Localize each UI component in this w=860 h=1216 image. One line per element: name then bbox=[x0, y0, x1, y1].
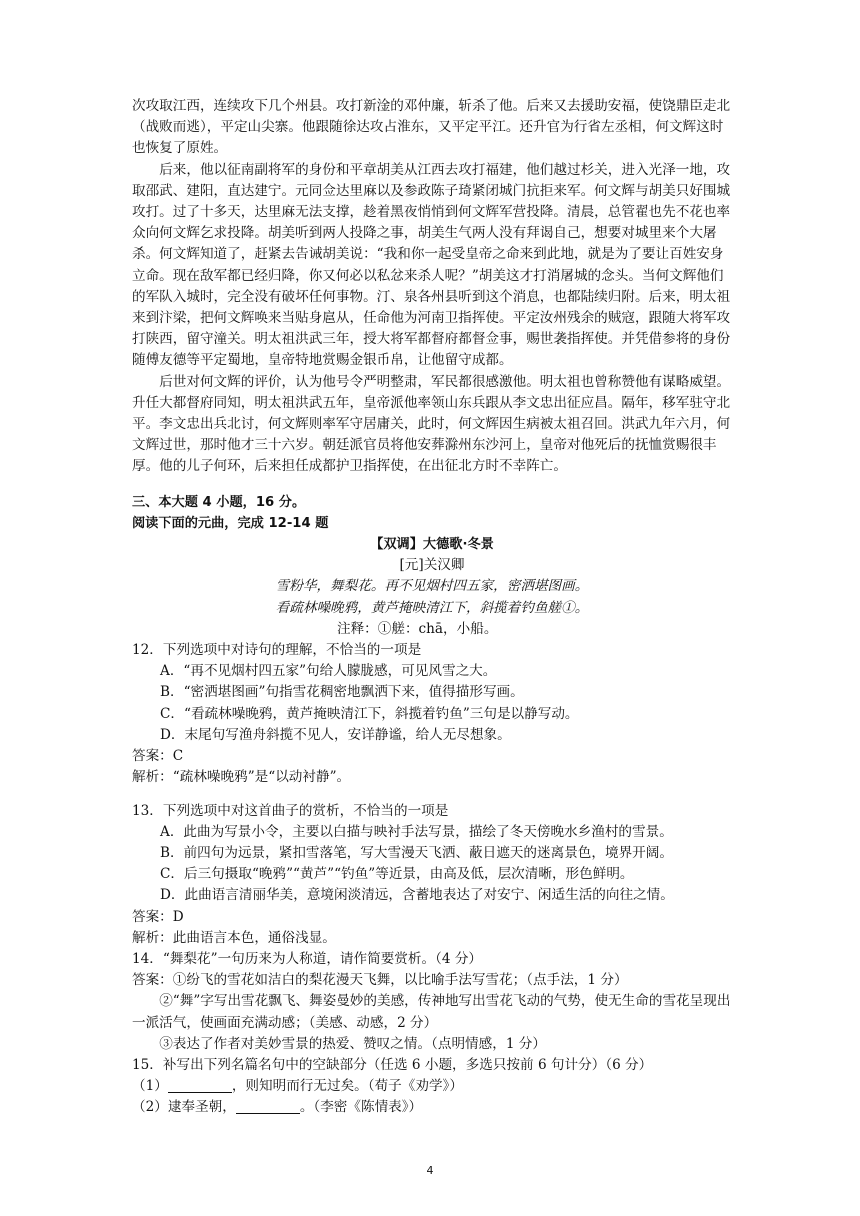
question-12-option-d: D．末尾句写渔舟斜揽不见人，安详静谧，给人无尽想象。 bbox=[160, 726, 511, 743]
question-13-answer: 答案：D bbox=[132, 908, 184, 925]
question-12-stem: 12．下列选项中对诗句的理解，不恰当的一项是 bbox=[132, 642, 422, 659]
question-13-option-b: B．前四句为远景，紧扣雪落笔，写大雪漫天飞洒、蔽日遮天的迷离景色，境界开阔。 bbox=[160, 844, 673, 861]
poem-note: 注释：①艖：chā，小船。 bbox=[337, 620, 498, 637]
question-13-analysis: 解析：此曲语言本色，通俗浅显。 bbox=[132, 929, 336, 946]
question-13-stem: 13．下列选项中对这首曲子的赏析，不恰当的一项是 bbox=[132, 802, 449, 819]
poem-line-1: 雪粉华，舞梨花。再不见烟村四五家，密洒堪图画。 bbox=[275, 578, 589, 595]
item-2-suffix: 。（李密《陈情表》） bbox=[299, 1099, 423, 1116]
section-heading: 三、本大题 4 小题，16 分。 bbox=[132, 494, 306, 510]
question-13-option-d: D．此曲语言清丽华美，意境闲淡清远，含蓄地表达了对安宁、闲适生活的向往之情。 bbox=[160, 887, 674, 904]
question-14-answer-3: ③表达了作者对美妙雪景的热爱、赞叹之情。（点明情感，1 分） bbox=[159, 1035, 546, 1052]
page-content bbox=[132, 96, 732, 1119]
question-12-option-b: B．“密洒堪图画”句指雪花稠密地飘洒下来，值得描形写画。 bbox=[160, 684, 524, 701]
passage-paragraph-2: 后来，他以征南副将军的身份和平章胡美从江西去攻打福建，他们越过杉关，进入光泽一地，攻取邵武、建阳，直达建宁。元同佥达里麻以及参政陈子琦紧闭城门抗拒来军。何文辉与胡美只好围城攻打。过了十多天，达里麻无法支撑，趁着黑夜悄悄到何文辉军营投降。清晨，总管翟也先不花也率众向何文辉乞求投降。胡美听到两人投降之事，胡美生气两人没有拜谒自己，想要对城里来个大屠杀。何文辉知道了，赶紧去告诫胡美说：“我和你一起受皇帝之命来到此地，就是为了要让百姓安身立命。现在敌军都已经归降，你又何必以私忿来杀人呢？”胡美这才打消屠城的念头。当何文辉他们的军队入城时，完全没有破坏任何事物。汀、泉各州县听到这个消息，也都陆续归附。后来，明太祖来到汴梁，把何文辉唤来当贴身扈从，任命他为河南卫指挥使。平定汝州残余的贼寇，跟随大将军攻打陕西，留守潼关。明太祖洪武三年，授大将军都督府都督佥事，赐世袭指挥使。并凭借参将的身份随傅友德等平定蜀地，皇帝特地赏赐金银币帛，让他留守成都。 bbox=[132, 161, 731, 369]
question-14-stem: 14．“舞梨花”一句历来为人称道，请作简要赏析。（4 分） bbox=[132, 950, 483, 967]
question-15-stem: 15．补写出下列名篇名句中的空缺部分（任选 6 小题，多选只按前 6 句计分）（6 分） bbox=[132, 1056, 653, 1073]
fill-blank-2 bbox=[236, 1099, 300, 1114]
question-12-option-c: C．“看疏林噪晚鸦，黄芦掩映清江下，斜揽着钓鱼”三句是以静写动。 bbox=[160, 705, 579, 722]
passage-paragraph-1: 次攻取江西，连续攻下几个州县。攻打新淦的邓仲廉，斩杀了他。后来又去援助安福，使饶鼎臣走北（战败而逃），平定山尖寨。他跟随徐达攻占淮东，又平定平江。还升官为行省左丞相，何文辉这时也恢复了原姓。 bbox=[132, 98, 731, 157]
spacer bbox=[132, 789, 732, 801]
item-1-suffix: ，则知明而行无过矣。（荀子《劝学》） bbox=[231, 1078, 463, 1095]
poem-author: [元]关汉卿 bbox=[399, 557, 465, 574]
question-15-item-1 bbox=[132, 1076, 732, 1097]
passage-paragraph-3: 后世对何文辉的评价，认为他号令严明整肃，军民都很感激他。明太祖也曾称赞他有谋略威望。升任大都督府同知，明太祖洪武五年，皇帝派他率领山东兵跟从李文忠出征应昌。隔年，移军驻守北平。李文忠出兵北讨，何文辉则率军守居庸关，此时，何文辉因生病被太祖召回。洪武九年六月，何文辉过世，那时他才三十六岁。朝廷派官员将他安葬滁州东沙河上，皇帝对他死后的抚恤赏赐很丰厚。他的儿子何环，后来担任成都护卫指挥使，在出征北方时不幸阵亡。 bbox=[132, 373, 731, 475]
section-instruction: 阅读下面的元曲，完成 12-14 题 bbox=[132, 515, 329, 531]
fill-blank-1 bbox=[168, 1078, 232, 1093]
question-14-answer-1: 答案：①纷飞的雪花如洁白的梨花漫天飞舞，以比喻手法写雪花；（点手法，1 分） bbox=[132, 972, 628, 989]
poem-line-2: 看疏林噪晚鸦，黄芦掩映清江下，斜揽着钓鱼艖①。 bbox=[275, 599, 589, 616]
question-15-item-2 bbox=[132, 1097, 732, 1118]
question-13-option-a: A．此曲为写景小令，主要以白描与映衬手法写景，描绘了冬天傍晚水乡渔村的雪景。 bbox=[160, 823, 673, 840]
item-2-prefix: （2）逮奉圣朝， bbox=[132, 1099, 236, 1116]
poem-title: 【双调】大德歌·冬景 bbox=[370, 537, 494, 553]
question-12-option-a: A．“再不见烟村四五家”句给人朦胧感，可见风雪之大。 bbox=[160, 663, 497, 680]
spacer bbox=[132, 478, 732, 492]
question-14-answer-2: ②“舞”字写出雪花飘飞、舞姿曼妙的美感，传神地写出雪花飞动的气势，使无生命的雪花呈现出一派活气，使画面充满动感；（美感、动感，2 分） bbox=[132, 993, 731, 1031]
question-12-analysis: 解析：“疏林噪晚鸦”是“以动衬静”。 bbox=[132, 769, 351, 786]
page-number: 4 bbox=[426, 1164, 434, 1177]
item-1-prefix: （1） bbox=[132, 1078, 168, 1095]
question-13-option-c: C．后三句摄取“晚鸦”“黄芦”“钓鱼”等近景，由高及低，层次清晰，形色鲜明。 bbox=[160, 866, 634, 883]
question-12-answer: 答案：C bbox=[132, 748, 184, 765]
